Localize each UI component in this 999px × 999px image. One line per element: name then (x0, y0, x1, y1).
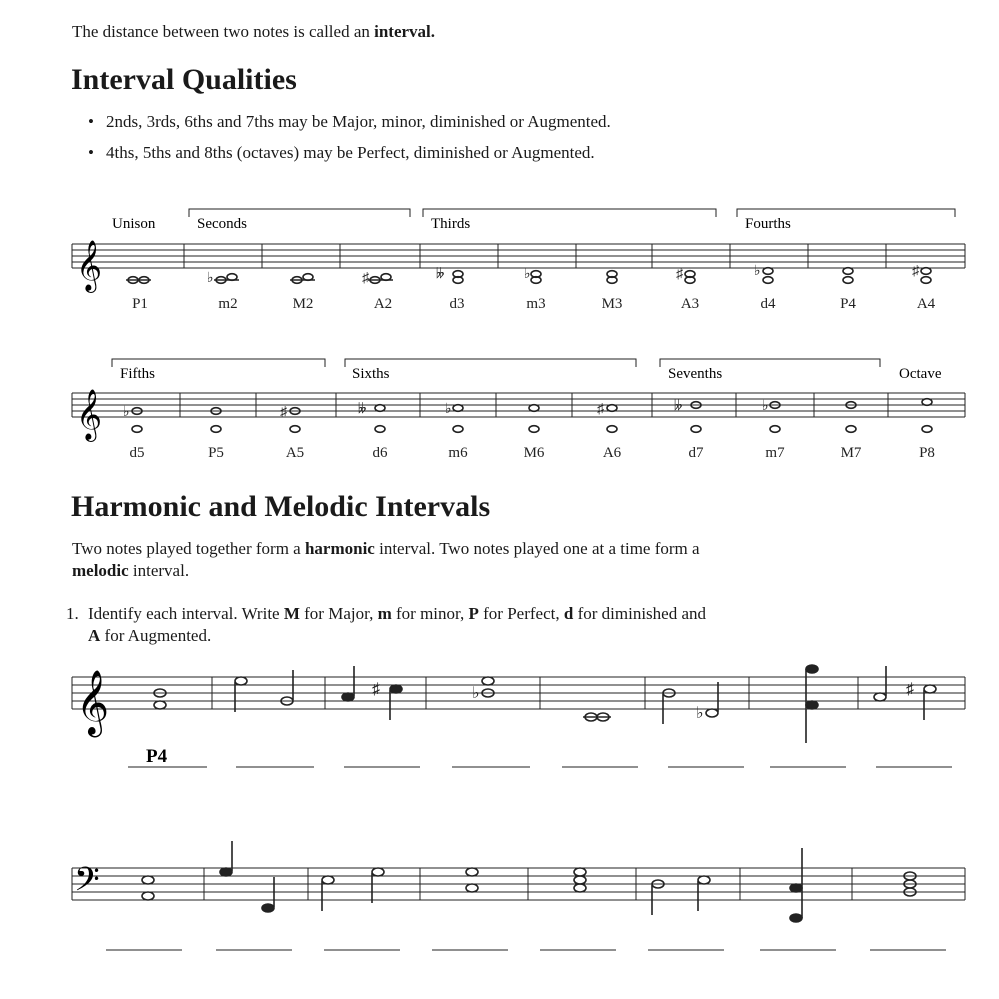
flat-icon: ♭ (696, 705, 704, 722)
interval-label: P1 (132, 296, 148, 312)
group-thirds: Thirds (431, 216, 471, 232)
interval-label: A2 (373, 296, 393, 312)
exercise-text-6: for Augmented. (100, 626, 212, 645)
exercise-bold-d: d (563, 604, 574, 623)
qualities-bullet-1: • 2nds, 3rds, 6ths and 7ths may be Major, minor, diminished or Augmented. (88, 106, 611, 137)
treble-clef-icon: 𝄞 (76, 390, 103, 439)
exercise-text-1: Identify each interval. Write (88, 604, 284, 623)
melodic-bold: melodic (72, 561, 129, 580)
group-unison: Unison (112, 216, 156, 232)
bass-clef-icon: 𝄢 (74, 861, 100, 906)
interval-label: P8 (919, 445, 935, 461)
interval-label: A4 (916, 296, 936, 312)
flat-icon: ♭ (207, 271, 214, 286)
harmonic-bold: harmonic (304, 539, 375, 558)
interval-label: d5 (129, 445, 145, 461)
harmonic-text-1: Two notes played together form a (72, 539, 305, 558)
intro-plain: The distance between two notes is called an (72, 22, 375, 41)
exercise-instructions (88, 603, 938, 647)
harmonic-text-3: interval. (128, 561, 190, 580)
double-flat-icon: 𝄫 (436, 267, 445, 282)
intro-text (72, 21, 435, 43)
harmonic-melodic-title: Harmonic and Melodic Intervals (71, 490, 491, 523)
interval-label: A5 (285, 445, 305, 461)
answer-input[interactable]: P4 (146, 746, 168, 767)
exercise-bold-P: P (468, 604, 479, 623)
interval-label: m6 (448, 445, 468, 461)
interval-staff-1 (0, 195, 999, 325)
qualities-list (88, 106, 611, 168)
interval-label: A6 (602, 445, 622, 461)
group-sixths: Sixths (352, 366, 390, 382)
interval-label: m2 (218, 296, 238, 312)
group-octave: Octave (899, 366, 942, 382)
sharp-icon: ♯ (280, 405, 287, 420)
sharp-icon: ♯ (676, 267, 683, 282)
double-flat-icon: 𝄫 (674, 399, 683, 414)
harmonic-paragraph (72, 538, 932, 582)
intro-bold: interval. (374, 22, 436, 41)
exercise-bold-A: A (88, 626, 101, 645)
exercise-treble-staff (0, 655, 999, 785)
treble-clef-icon: 𝄞 (76, 241, 103, 290)
harmonic-text-2: interval. Two notes played one at a time form a (374, 539, 700, 558)
group-sevenths: Sevenths (668, 366, 723, 382)
interval-label: m7 (765, 445, 785, 461)
exercise-text-3: for minor, (391, 604, 469, 623)
sharp-icon: ♯ (906, 681, 914, 698)
exercise-text-2: for Major, (299, 604, 378, 623)
interval-label: A3 (680, 296, 700, 312)
exercise-number: 1. (66, 604, 79, 623)
interval-label: d4 (760, 296, 776, 312)
double-flat-icon: 𝄫 (358, 402, 367, 417)
exercise-bold-m: m (377, 604, 392, 623)
group-fifths: Fifths (120, 366, 156, 382)
interval-label: M7 (840, 445, 862, 461)
interval-label: P5 (208, 445, 224, 461)
interval-label: P4 (840, 296, 856, 312)
exercise-text-4: for Perfect, (478, 604, 564, 623)
sharp-icon: ♯ (912, 264, 919, 279)
flat-icon: ♭ (524, 267, 531, 282)
interval-label: d7 (688, 445, 704, 461)
exercise-bold-M: M (283, 604, 300, 623)
interval-label: M2 (292, 296, 314, 312)
interval-label: m3 (526, 296, 546, 312)
interval-label: d6 (372, 445, 388, 461)
flat-icon: ♭ (762, 399, 769, 414)
sharp-icon: ♯ (372, 681, 380, 698)
interval-label: M3 (601, 296, 623, 312)
flat-icon: ♭ (445, 402, 452, 417)
interval-label: d3 (449, 296, 465, 312)
exercise-bass-staff (0, 840, 999, 970)
flat-icon: ♭ (472, 685, 480, 702)
sharp-icon: ♯ (362, 271, 369, 286)
interval-qualities-title: Interval Qualities (71, 63, 297, 96)
group-fourths: Fourths (745, 216, 791, 232)
exercise-text-5: for diminished and (573, 604, 706, 623)
interval-label: M6 (523, 445, 545, 461)
interval-staff-2 (0, 343, 999, 473)
qualities-bullet-2: • 4ths, 5ths and 8ths (octaves) may be Perfect, diminished or Augmented. (88, 137, 611, 168)
group-seconds: Seconds (197, 216, 247, 232)
treble-clef-icon: 𝄞 (76, 672, 110, 734)
flat-icon: ♭ (123, 405, 130, 420)
flat-icon: ♭ (754, 264, 761, 279)
sharp-icon: ♯ (597, 402, 604, 417)
